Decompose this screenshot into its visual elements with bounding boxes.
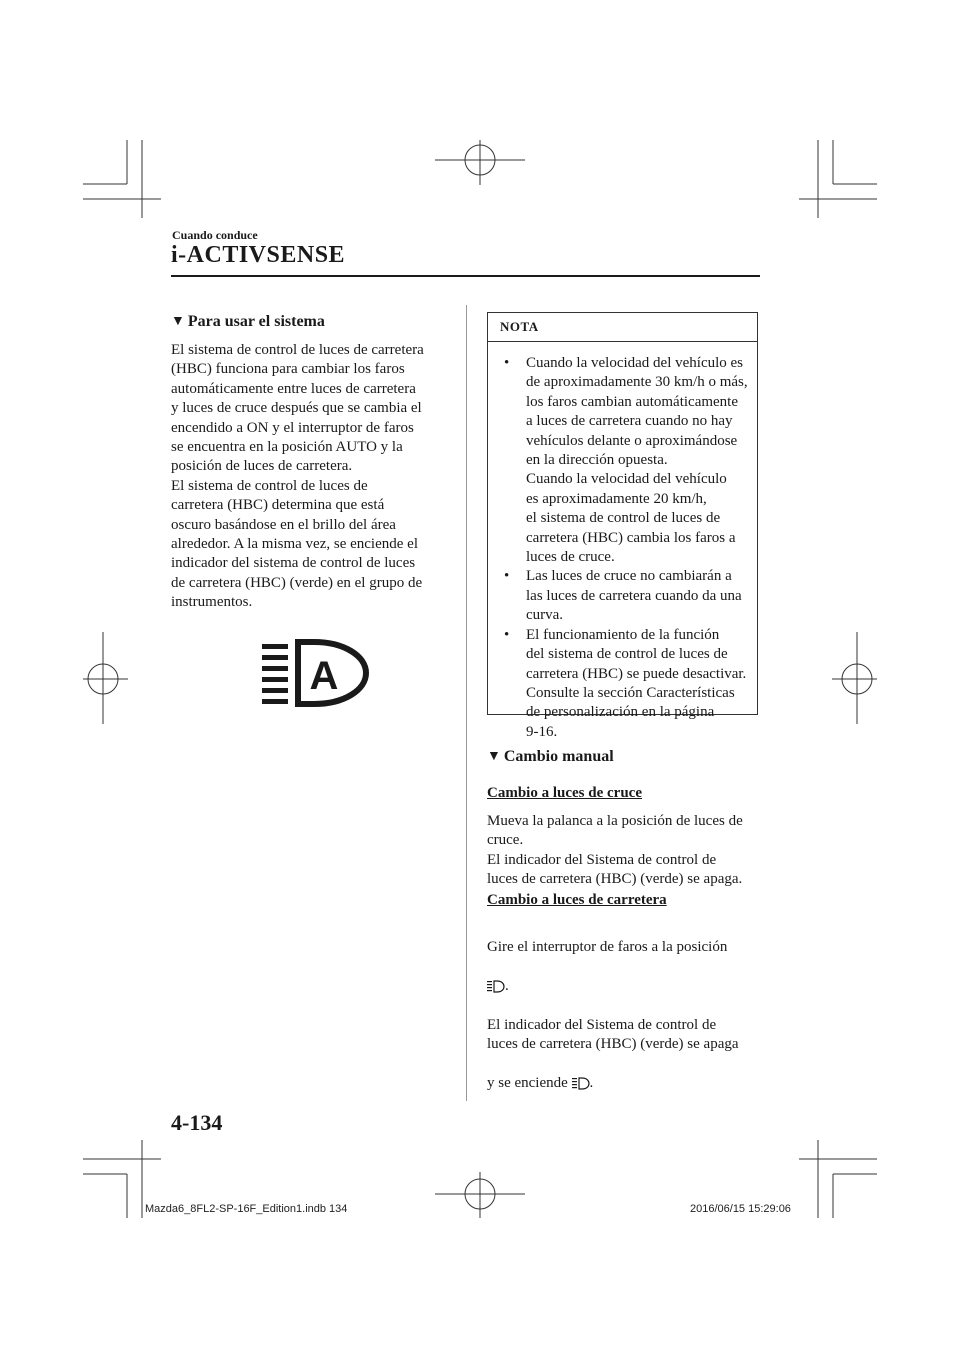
subheading-high-beam: Cambio a luces de carretera [487, 892, 667, 908]
high-beam-line4-suffix: . [589, 1075, 594, 1092]
high-beam-line1: Gire el interruptor de faros a la posición [487, 939, 728, 956]
note-item [500, 354, 752, 567]
heading-text: Para usar el sistema [187, 313, 325, 330]
heading-text: Cambio manual [503, 748, 614, 765]
high-beam-line4-prefix: y se enciende [487, 1075, 572, 1092]
triangle-bullet-icon: ▼ [487, 749, 501, 764]
intro-paragraph: El sistema de control de luces de carretera (HBC) funciona para cambiar los faros automáticamente entre luces de carretera y luces de cruce después que se cambia el encendido a ON y el interruptor de faros se encuentra en la posición AUTO y la posición de luces de carretera. El sistema de control de luces de carretera (HBC) determina que está oscuro basándose en el brillo del área alrededor. A la misma vez, se enciende el indicador del sistema de control de luces de carretera (HBC) (verde) en el grupo de instrumentos. [171, 342, 424, 611]
header-rule [171, 275, 760, 277]
heading-para-usar [171, 313, 325, 331]
note-box [487, 312, 758, 740]
note-list [500, 354, 752, 742]
subheading-low-beam: Cambio a luces de cruce [487, 785, 642, 801]
note-item-text: El funcionamiento de la función del sistema de control de luces de carretera (HBC) se puede desactivar. Consulte la sección Características de personalización en la página 9-16. [526, 626, 747, 740]
triangle-bullet-icon: ▼ [171, 314, 185, 329]
high-beam-icon [487, 980, 505, 993]
footer-file: Mazda6_8FL2-SP-16F_Edition1.indb 134 [145, 1203, 348, 1215]
bullet-icon: • [504, 568, 510, 585]
low-beam-text: Mueva la palanca a la posición de luces de cruce. El indicador del Sistema de control de luces de carretera (HBC) (verde) se apaga. [487, 813, 743, 888]
high-beam-icon [572, 1077, 590, 1090]
high-beam-line2 [487, 977, 767, 996]
page-title: i-ACTIVSENSE [171, 242, 346, 268]
footer-timestamp: 2016/06/15 15:29:06 [690, 1203, 791, 1215]
high-beam-text [487, 919, 767, 1113]
note-header [488, 313, 757, 342]
note-item-text: Las luces de cruce no cambiarán a las luces de carretera cuando da una curva. [526, 568, 742, 624]
note-item-text: Cuando la velocidad del vehículo es de aproximadamente 30 km/h o más, los faros cambian automáticamente a luces de carretera cuando no hay vehículos delante o aproximándose en la dirección opuesta. Cuando la velocidad del vehículo es aproximadamente 20 km/h, el sistema de control de luces de carretera (HBC) cambia los faros a luces de cruce. [526, 355, 748, 566]
bullet-icon: • [504, 355, 510, 371]
high-beam-line3: El indicador del Sistema de control de luces de carretera (HBC) (verde) se apaga [487, 1017, 739, 1053]
bullet-icon: • [504, 626, 510, 643]
section-label: Cuando conduce [172, 228, 258, 242]
high-beam-line2-suffix: . [505, 978, 509, 995]
heading-cambio-manual [487, 748, 614, 766]
icon-letter: A [309, 654, 339, 698]
page-number: 4-134 [171, 1110, 223, 1135]
hbc-auto-headlight-icon [262, 638, 370, 713]
note-item [500, 567, 752, 625]
high-beam-line4 [487, 1074, 767, 1093]
column-divider [466, 305, 467, 1101]
note-item [500, 626, 752, 742]
note-title: NOTA [500, 319, 539, 334]
